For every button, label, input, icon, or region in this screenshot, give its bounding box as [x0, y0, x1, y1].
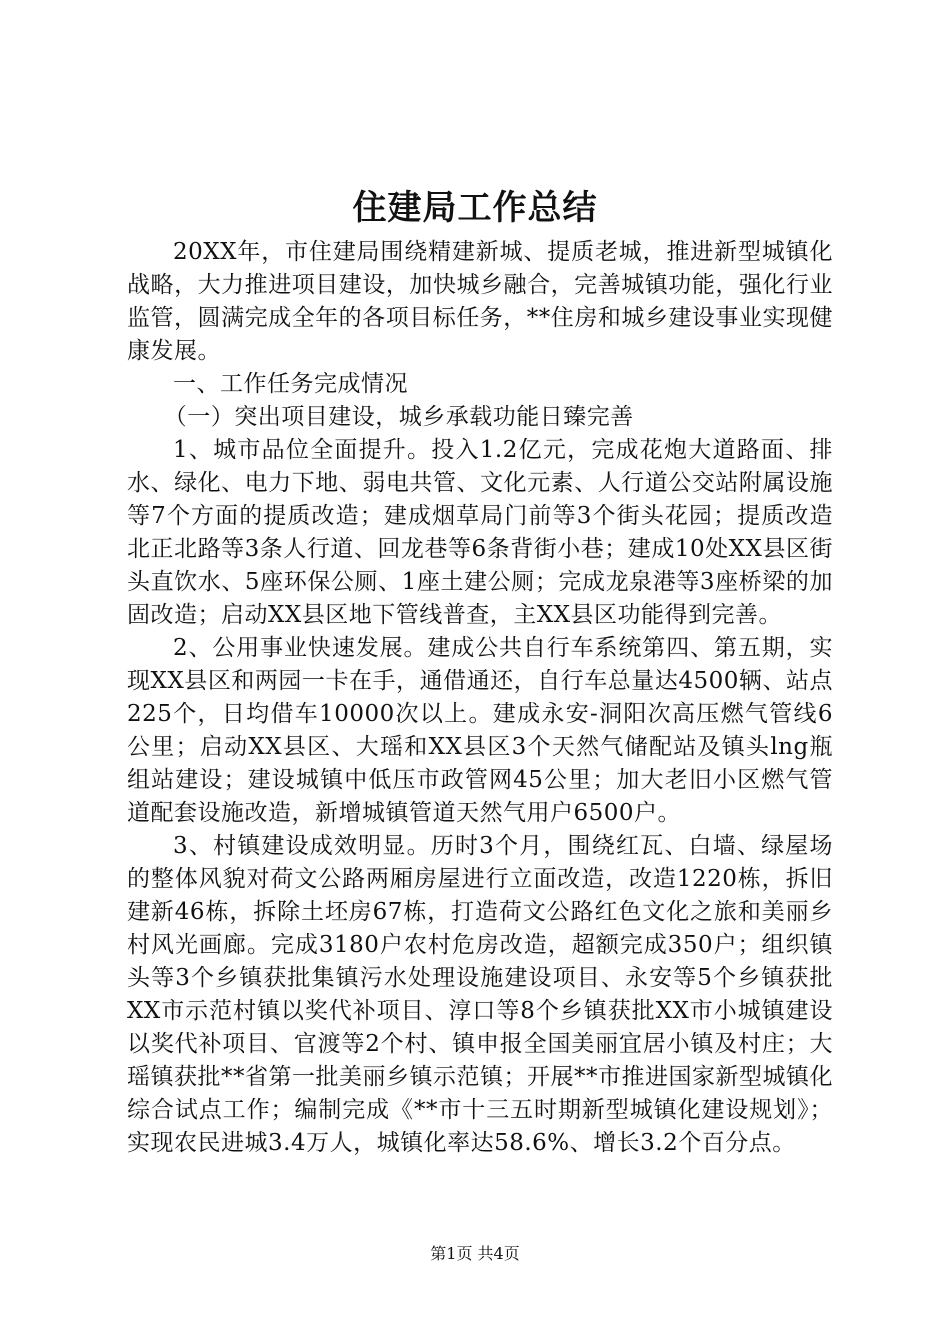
paragraph-item-3: 3、村镇建设成效明显。历时3个月，围绕红瓦、白墙、绿屋场的整体风貌对荷文公路两厢房屋进行立面改造，改造1220栋，拆旧建新46栋，拆除土坯房67栋，打造荷文公路红色文化之旅和美丽乡村风光画廊。完成3180户农村危房改造，超额完成350户；组织镇头等3个乡镇获批集镇污水处理设施建设项目、永安等5个乡镇获批XX市示范村镇以奖代补项目、淳口等8个乡镇获批XX市小城镇建设以奖代补项目、官渡等2个村、镇申报全国美丽宜居小镇及村庄；大瑶镇获批**省第一批美丽乡镇示范镇；开展**市推进国家新型城镇化综合试点工作；编制完成《**市十三五时期新型城镇化建设规划》；实现农民进城3.4万人，城镇化率达58.6%、增长3.2个百分点。 [127, 833, 833, 1156]
document-body [127, 236, 833, 1160]
document-title: 住建局工作总结 [352, 188, 598, 228]
intro-paragraph: 20XX年，市住建局围绕精建新城、提质老城，推进新型城镇化战略，大力推进项目建设，加快城乡融合，完善城镇功能，强化行业监管，圆满完成全年的各项目标任务，**住房和城乡建设事业实现健康发展。 [127, 239, 833, 364]
section-heading: 一、工作任务完成情况 [173, 371, 408, 397]
page-footer: 第1页 共4页 [430, 1244, 520, 1263]
paragraph-item-1: 1、城市品位全面提升。投入1.2亿元，完成花炮大道路面、排水、绿化、电力下地、弱电共管、文化元素、人行道公交站附属设施等7个方面的提质改造；建成烟草局门前等3个街头花园；提质改造北正北路等3条人行道、回龙巷等6条背街小巷；建成10处XX县区街头直饮水、5座环保公厕、1座土建公厕；完成龙泉港等3座桥梁的加固改造；启动XX县区地下管线普查，主XX县区功能得到完善。 [127, 437, 833, 628]
subsection-heading: （一）突出项目建设，城乡承载功能日臻完善 [163, 404, 634, 430]
paragraph-item-2: 2、公用事业快速发展。建成公共自行车系统第四、第五期，实现XX县区和两园一卡在手，通借通还，自行车总量达4500辆、站点225个，日均借车10000次以上。建成永安-洞阳次高压燃气管线6公里；启动XX县区、大瑶和XX县区3个天然气储配站及镇头lng瓶组站建设；建设城镇中低压市政管网45公里；加大老旧小区燃气管道配套设施改造，新增城镇管道天然气用户6500户。 [127, 635, 833, 826]
